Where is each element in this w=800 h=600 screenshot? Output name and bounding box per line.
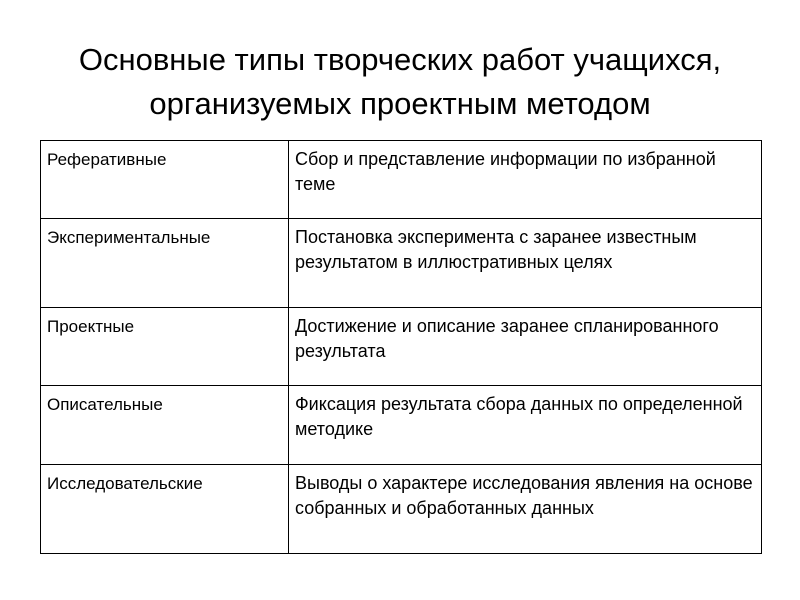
work-type-cell: Проектные: [41, 308, 289, 386]
work-type-cell: Экспериментальные: [41, 219, 289, 308]
work-type-cell: Реферативные: [41, 141, 289, 219]
work-description-cell: Выводы о характере исследования явления на основе собранных и обработанных данных: [289, 465, 762, 554]
table-row: [41, 308, 762, 386]
work-description-cell: Постановка эксперимента с заранее известным результатом в иллюстративных целях: [289, 219, 762, 308]
table-row: [41, 141, 762, 219]
work-type-cell: Исследовательские: [41, 465, 289, 554]
table-row: [41, 219, 762, 308]
work-type-cell: Описательные: [41, 386, 289, 465]
slide-title-line-1: Основные типы творческих работ учащихся,: [78, 42, 722, 77]
slide-title: [0, 38, 800, 126]
work-description-cell: Фиксация результата сбора данных по определенной методике: [289, 386, 762, 465]
work-description-cell: Достижение и описание заранее спланированного результата: [289, 308, 762, 386]
slide-title-line-2: организуемых проектным методом: [149, 86, 651, 121]
table-row: [41, 386, 762, 465]
table-row: [41, 465, 762, 554]
work-description-cell: Сбор и представление информации по избранной теме: [289, 141, 762, 219]
work-types-table: [40, 140, 762, 554]
